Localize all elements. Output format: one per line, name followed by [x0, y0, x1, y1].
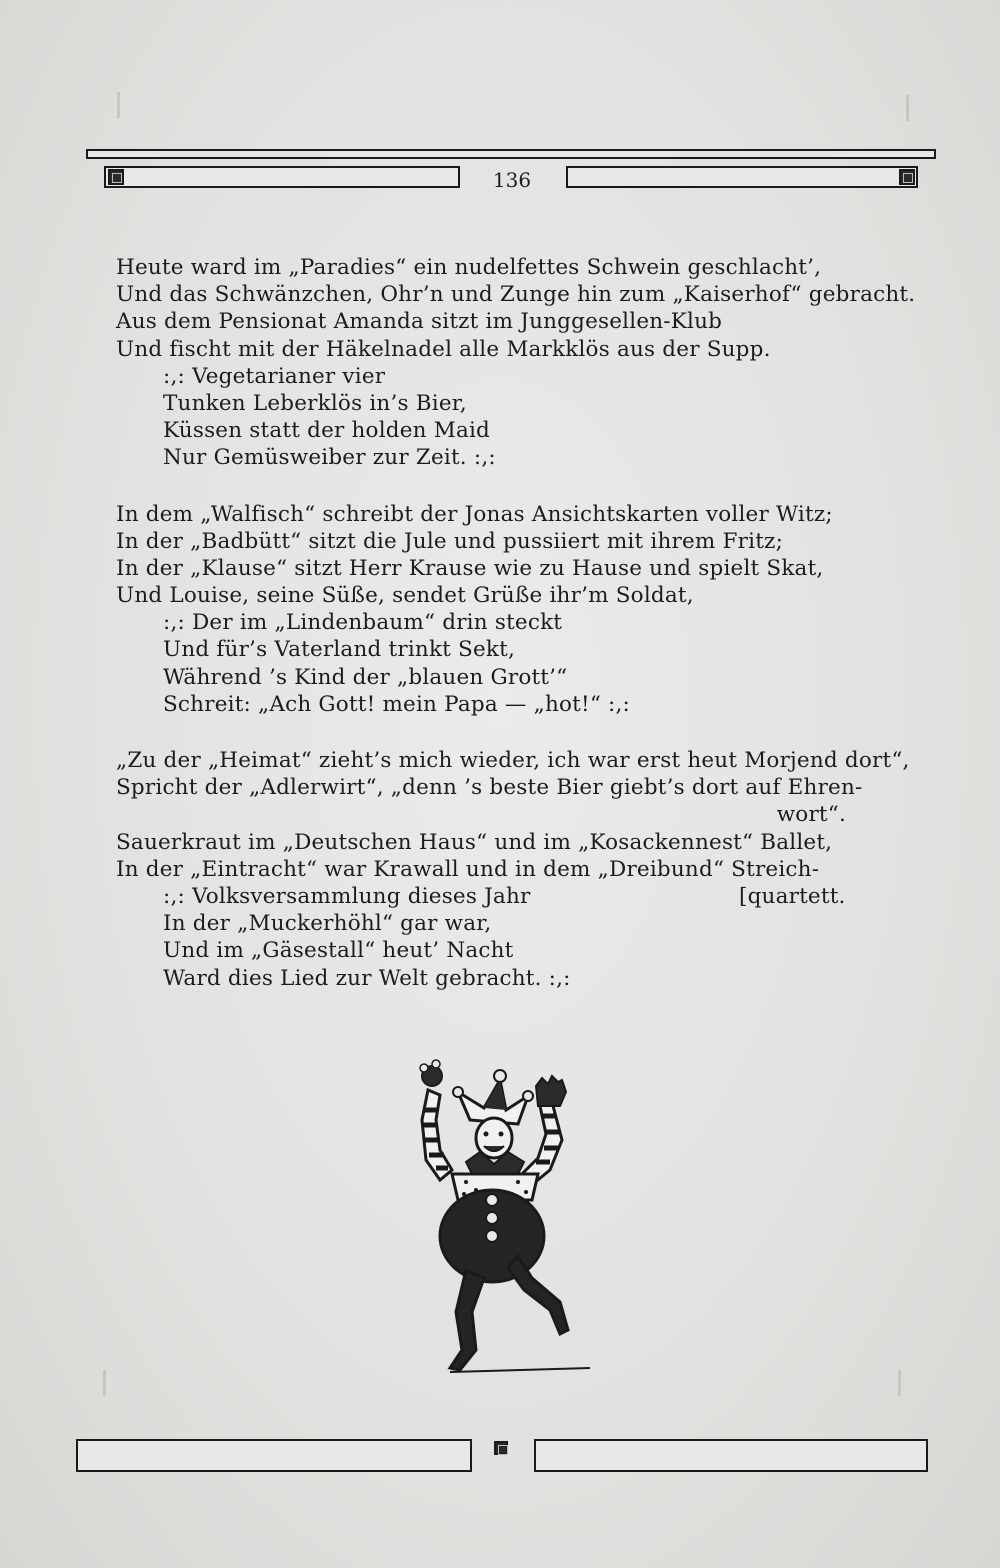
- ornament-square-icon: [108, 169, 124, 185]
- verse-line: Aus dem Pensionat Amanda sitzt im Junggesellen-Klub: [116, 309, 723, 335]
- verse-line-hanging: wort“.: [776, 802, 846, 828]
- verse-line: In der „Badbütt“ sitzt die Jule und pussiiert mit ihrem Fritz;: [116, 528, 784, 554]
- refrain-line: :,: Vegetarianer vier: [163, 363, 386, 389]
- header-bar-left: [104, 166, 460, 188]
- verse-line-carryover: [quartett.: [739, 883, 846, 909]
- bleed-mark: [906, 95, 909, 121]
- refrain-line: :,: Der im „Lindenbaum“ drin steckt: [163, 610, 563, 636]
- jester-hat: [453, 1070, 533, 1124]
- refrain-line: Tunken Leberklös in’s Bier,: [163, 390, 467, 416]
- refrain-line: Und für’s Vaterland trinkt Sekt,: [163, 637, 515, 663]
- dancing-jester-icon: [400, 1050, 600, 1380]
- page-number: 136: [492, 168, 532, 192]
- jester-legs: [450, 1256, 590, 1372]
- verse-line: Und das Schwänzchen, Ohr’n und Zunge hin zum „Kaiserhof“ gebracht.: [116, 282, 916, 308]
- header-bar-right: [566, 166, 918, 188]
- verse-line: In der „Eintracht“ war Krawall und in dem „Dreibund“ Streich-: [116, 856, 820, 882]
- refrain-line: Ward dies Lied zur Welt gebracht. :,:: [163, 965, 571, 991]
- verse-line: Sauerkraut im „Deutschen Haus“ und im „Kosackennest“ Ballet,: [116, 829, 833, 855]
- refrain-line: Nur Gemüsweiber zur Zeit. :,:: [163, 445, 496, 471]
- refrain-line: Küssen statt der holden Maid: [163, 418, 491, 444]
- ornament-square-icon: [899, 169, 915, 185]
- verse-line: In dem „Walfisch“ schreibt der Jonas Ansichtskarten voller Witz;: [116, 501, 833, 527]
- refrain-line: Während ’s Kind der „blauen Grott’“: [163, 664, 568, 690]
- verse-line: Und Louise, seine Süße, sendet Grüße ihr’m Soldat,: [116, 583, 694, 609]
- header-rule: [86, 149, 936, 159]
- refrain-line: [116, 883, 916, 910]
- poem: [116, 254, 916, 1021]
- jester-left-arm: [420, 1060, 452, 1180]
- verse-line: Heute ward im „Paradies“ ein nudelfettes Schwein geschlacht’,: [116, 255, 822, 280]
- ornament-square-icon: [494, 1441, 508, 1455]
- refrain-line-text: :,: Volksversammlung dieses Jahr: [163, 883, 531, 909]
- stanza-2: [116, 501, 916, 719]
- verse-line: In der „Klause“ sitzt Herr Krause wie zu Hause und spielt Skat,: [116, 555, 824, 581]
- refrain-line: In der „Muckerhöhl“ gar war,: [163, 911, 492, 937]
- bleed-mark: [103, 1370, 106, 1396]
- footer-bar-left: [76, 1439, 472, 1472]
- bleed-mark: [898, 1370, 901, 1396]
- refrain-line: Schreit: „Ach Gott! mein Papa — „hot!“ :,:: [163, 691, 630, 717]
- verse-line: Spricht der „Adlerwirt“, „denn ’s beste Bier giebt’s dort auf Ehren-: [116, 775, 863, 801]
- refrain-line: Und im „Gäsestall“ heut’ Nacht: [163, 938, 514, 964]
- verse-line: Und fischt mit der Häkelnadel alle Markklös aus der Supp.: [116, 336, 771, 362]
- footer-bar-right: [534, 1439, 928, 1472]
- stanza-3: [116, 747, 916, 992]
- bleed-mark: [117, 92, 120, 118]
- stanza-1: [116, 254, 916, 472]
- verse-line: „Zu der „Heimat“ zieht’s mich wieder, ich war erst heut Morjend dort“,: [116, 748, 910, 773]
